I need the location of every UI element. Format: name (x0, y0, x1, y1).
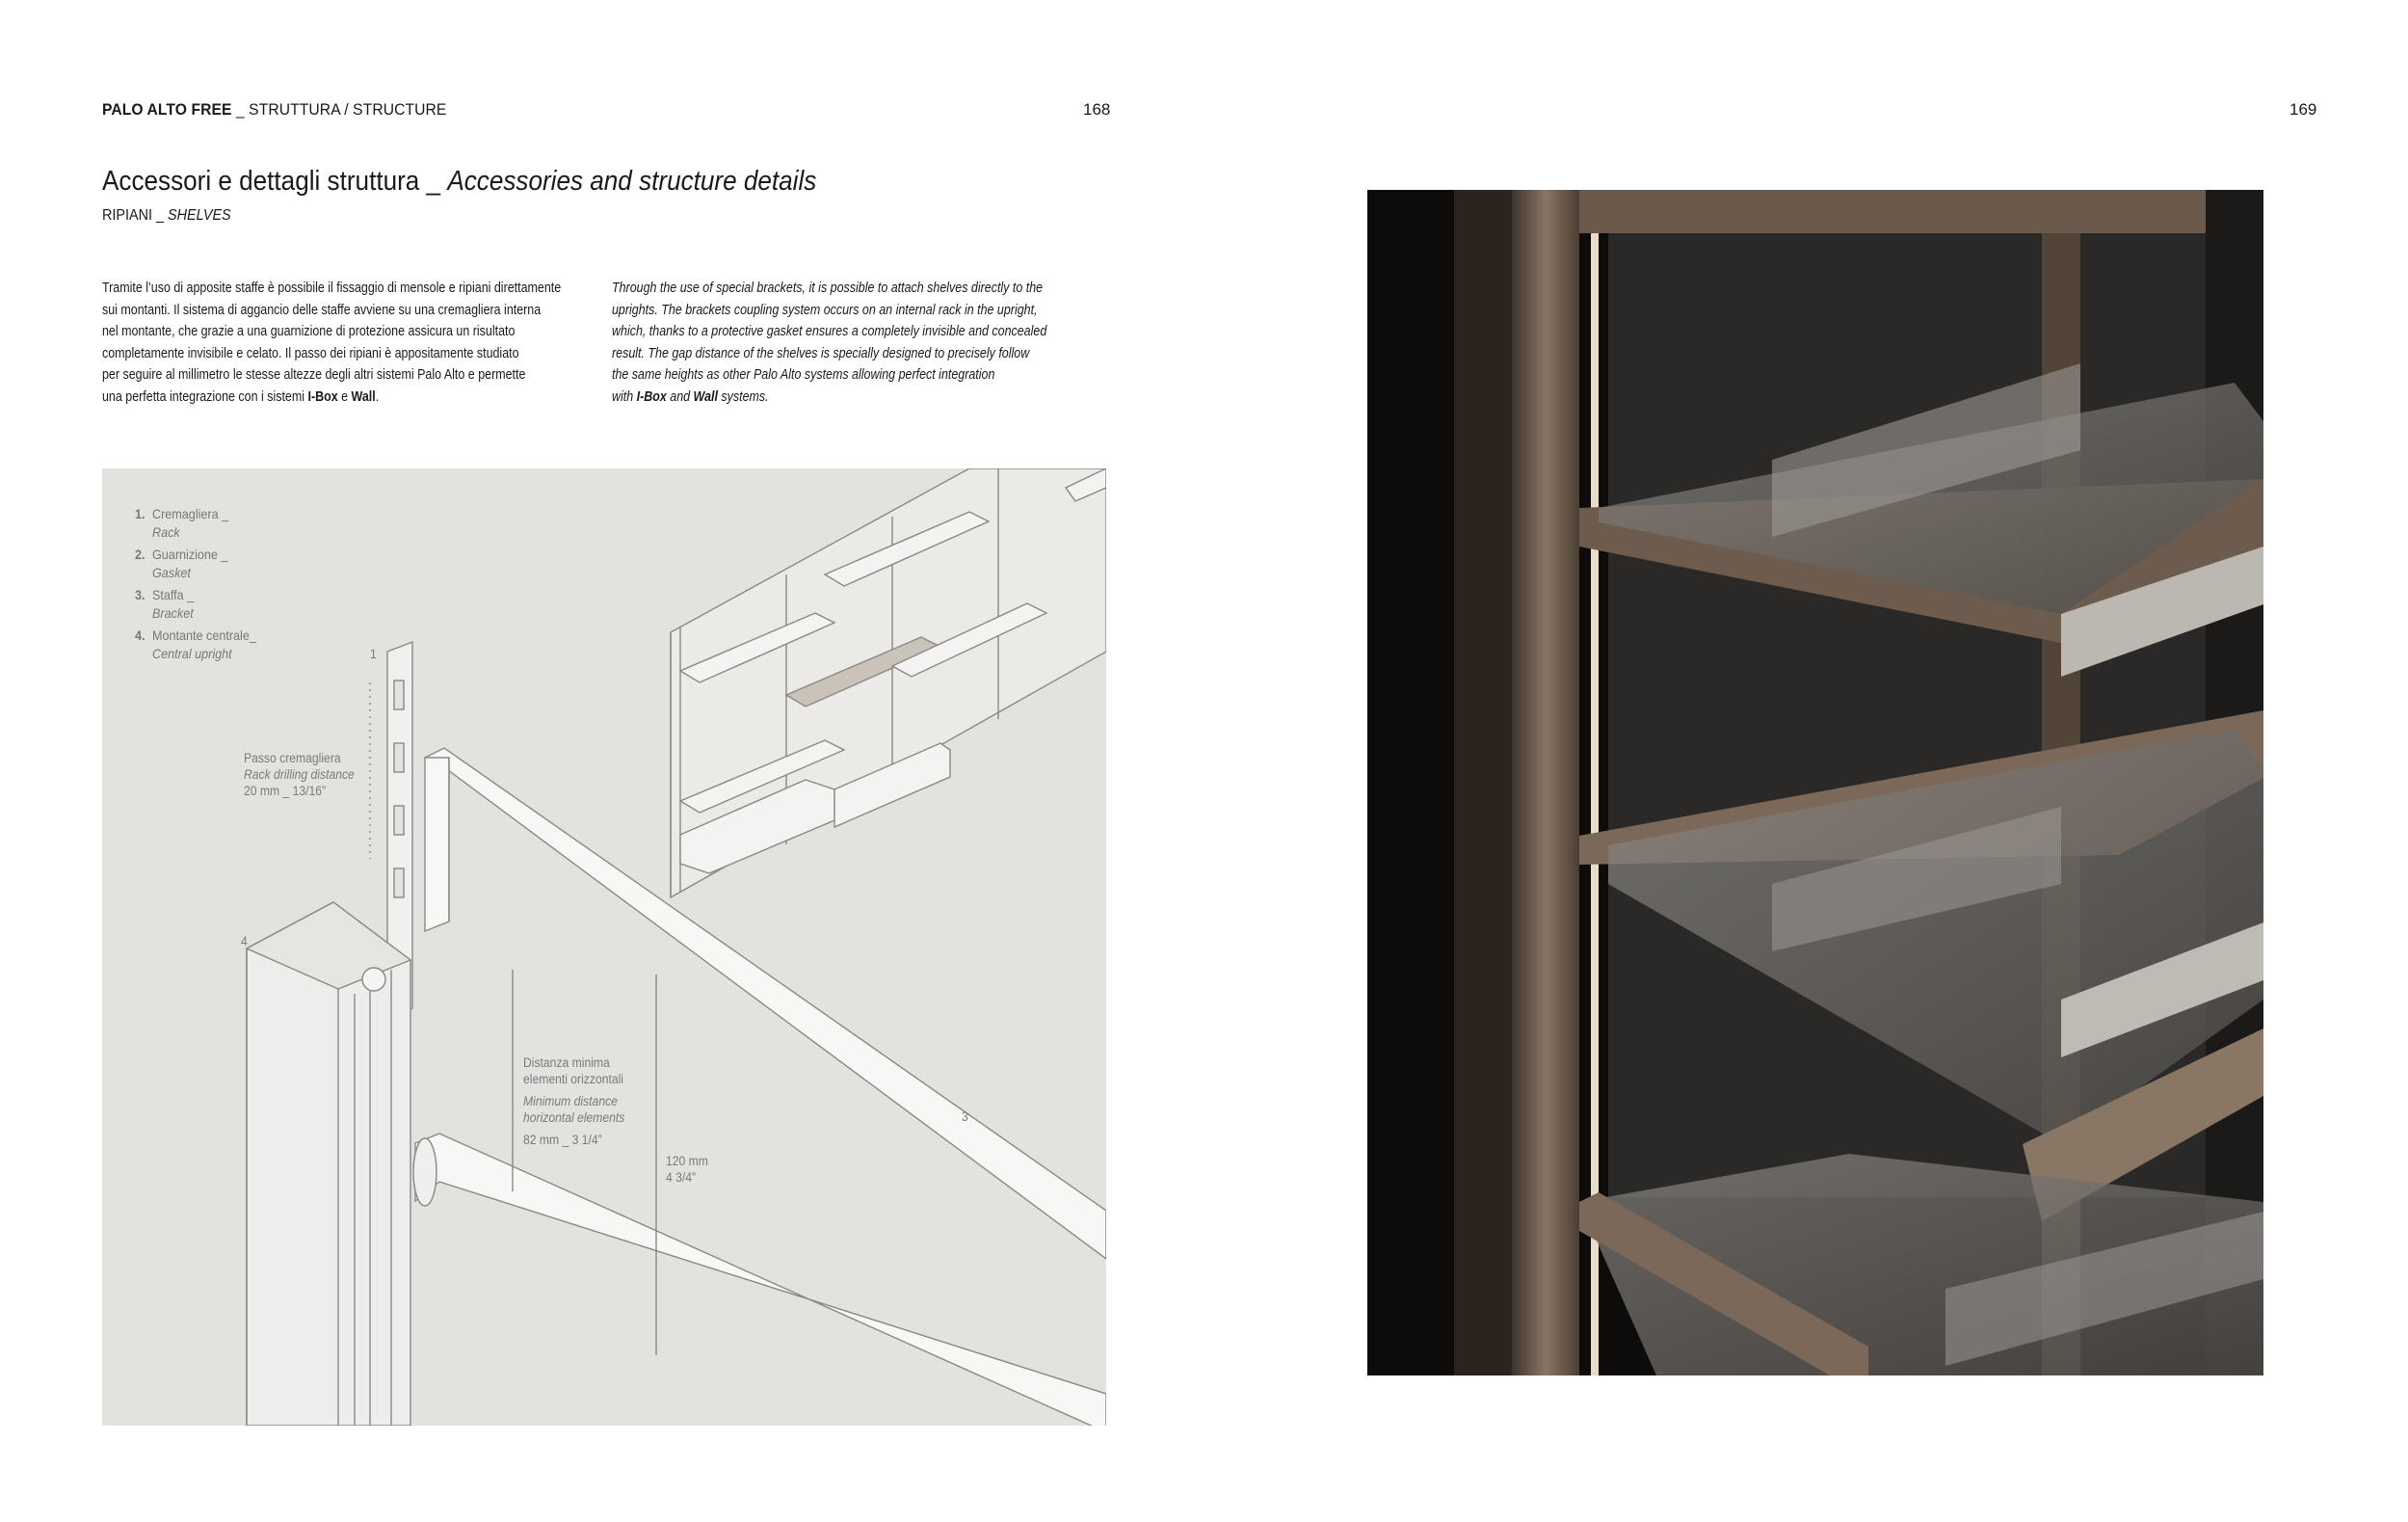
page-number-right: 169 (2289, 100, 2317, 119)
legend-label-en: Rack (152, 524, 180, 540)
legend-item-rack (135, 505, 256, 542)
paragraph-italian-end: . (375, 388, 380, 405)
legend-item-bracket (135, 586, 256, 623)
legend-number: 2. (135, 547, 146, 562)
subtitle-english: SHELVES (168, 207, 231, 224)
callout-120mm: 120 mm 4 3/4” (666, 1154, 708, 1185)
callout-min-distance (523, 1055, 624, 1148)
callout-min-en: Minimum distance horizontal elements (523, 1094, 625, 1125)
subtitle-italian: RIPIANI _ (102, 207, 169, 224)
paragraph-english-wall: Wall (693, 388, 718, 405)
paragraph-english-and: and (666, 388, 694, 405)
product-photo (1367, 190, 2263, 1375)
callout-rack-value: 20 mm _ 13/16” (244, 784, 327, 798)
legend-label-it: Staffa _ (152, 587, 195, 602)
legend-label-it: Cremagliera _ (152, 506, 229, 521)
wall-unit-sketch (671, 468, 1106, 897)
legend-number: 4. (135, 627, 146, 643)
legend-item-gasket (135, 546, 256, 582)
legend-number: 1. (135, 506, 146, 521)
legend-label-en: Bracket (152, 605, 194, 621)
paragraph-english-text: Through the use of special brackets, it is possible to attach shelves directly to the uprights. The brackets coupling system occurs on an internal rack in the upright, which, thanks to a protective gasket ensures a completely invisible and concealed result. The gap distance of the shelves is specially designed to precisely follow the same heights as other Palo Alto systems allowing perfect integration with (612, 280, 1047, 405)
label-1: 1 (370, 647, 377, 661)
page-number-left: 168 (1083, 100, 1111, 119)
running-header (102, 100, 446, 120)
section-name: _ STRUTTURA / STRUCTURE (231, 100, 447, 119)
legend-label-en: Gasket (152, 565, 191, 580)
upright-sketch (247, 902, 410, 1426)
legend-label-en: Central upright (152, 646, 232, 661)
callout-rack-drilling (244, 750, 355, 799)
paragraph-italian-and: e (337, 388, 352, 405)
paragraph-italian (102, 278, 561, 408)
callout-rack-en: Rack drilling distance (244, 767, 355, 782)
technical-drawing (102, 468, 1106, 1426)
legend-label-it: Guarnizione _ (152, 547, 228, 562)
callout-min-it: Distanza minima elementi orizzontali (523, 1055, 624, 1086)
legend-number: 3. (135, 587, 146, 602)
label-3: 3 (962, 1109, 968, 1124)
photo-illustration (1367, 190, 2263, 1375)
title-italian: Accessori e dettagli struttura _ (102, 166, 448, 197)
page-title (102, 166, 816, 198)
callout-rack-it: Passo cremagliera (244, 751, 341, 765)
legend-label-it: Montante centrale_ (152, 627, 256, 643)
paragraph-italian-wall: Wall (351, 388, 376, 405)
paragraph-english (612, 278, 1046, 408)
product-name: PALO ALTO FREE (102, 100, 232, 119)
paragraph-english-end: systems. (717, 388, 769, 405)
label-4: 4 (241, 934, 248, 948)
paragraph-english-ibox: I-Box (636, 388, 667, 405)
title-english: Accessories and structure details (447, 166, 817, 197)
paragraph-italian-ibox: I-Box (307, 388, 338, 405)
paragraph-italian-text: Tramite l’uso di apposite staffe è possibile il fissaggio di mensole e ripiani direttamente sui montanti. Il sistema di aggancio delle staffe avviene su una cremagliera interna nel montante, che grazie a una guarnizione di protezione assicura un risultato completamente invisibile e celato. Il passo dei ripiani è appositamente studiato per seguire al millimetro le stesse altezze degli altri sistemi Palo Alto e permette una perfetta integrazione con i sistemi (102, 280, 562, 405)
callout-min-value: 82 mm _ 3 1/4” (523, 1133, 602, 1147)
legend (135, 505, 256, 667)
legend-item-upright (135, 627, 256, 663)
page-subtitle (102, 207, 231, 225)
